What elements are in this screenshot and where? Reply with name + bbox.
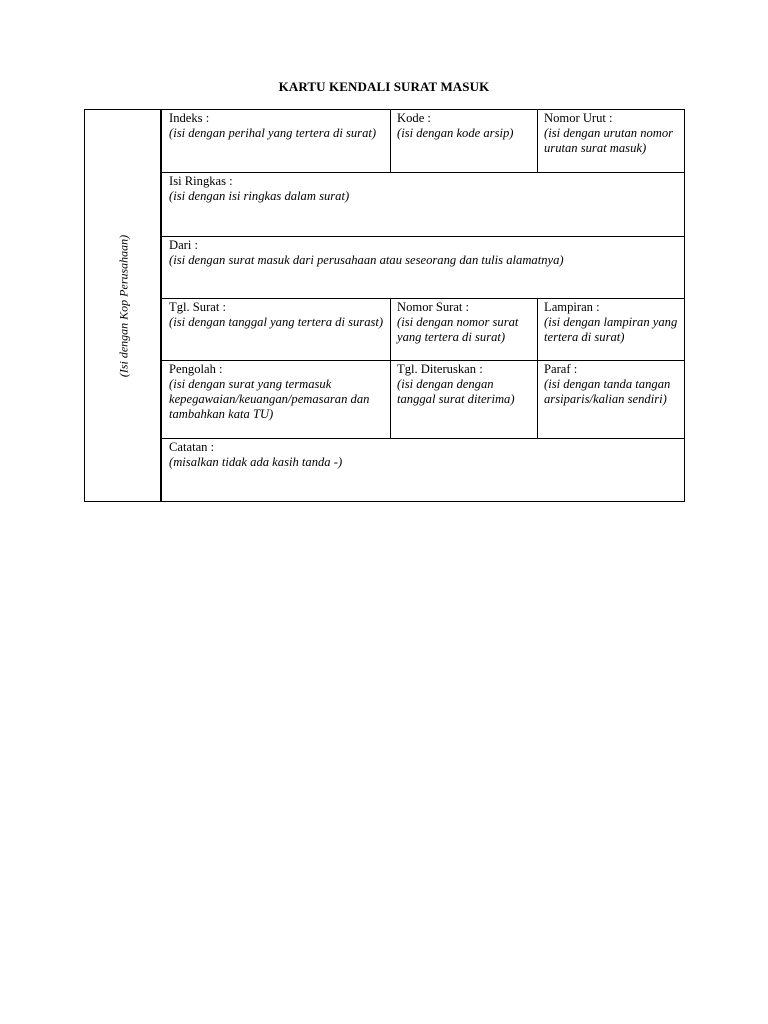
- field-description: (isi dengan kode arsip): [397, 126, 514, 140]
- field-label: Isi Ringkas :: [169, 174, 233, 188]
- field-description: (isi dengan surat masuk dari perusahaan atau seseorang dan tulis alamatnya): [169, 253, 564, 267]
- field-description: (isi dengan isi ringkas dalam surat): [169, 189, 350, 203]
- field-catatan: [162, 439, 684, 501]
- field-dari: [162, 237, 684, 298]
- field-indeks: [162, 110, 390, 172]
- field-label: Dari :: [169, 238, 199, 252]
- letterhead-column: [85, 110, 162, 501]
- field-description: (isi dengan dengan tanggal surat diterima): [397, 377, 515, 406]
- field-description: (isi dengan perihal yang tertera di surat): [169, 126, 377, 140]
- field-label: Tgl. Diteruskan :: [397, 362, 483, 376]
- field-tgl-surat: [162, 299, 390, 360]
- field-label: Paraf :: [544, 362, 578, 376]
- field-description: (isi dengan tanda tangan arsiparis/kalian sendiri): [544, 377, 671, 406]
- field-label: Pengolah :: [169, 362, 223, 376]
- field-isi-ringkas: [162, 173, 684, 236]
- field-label: Indeks :: [169, 111, 210, 125]
- field-nomor-surat: [390, 299, 537, 360]
- field-description: (isi dengan surat yang termasuk kepegawaian/keuangan/pemasaran dan tambahkan kata TU): [169, 377, 370, 421]
- field-label: Lampiran :: [544, 300, 600, 314]
- field-description: (isi dengan urutan nomor urutan surat masuk): [544, 126, 674, 155]
- field-label: Tgl. Surat :: [169, 300, 227, 314]
- field-description: (misalkan tidak ada kasih tanda -): [169, 455, 343, 469]
- field-label: Kode :: [397, 111, 431, 125]
- field-pengolah: [162, 361, 390, 438]
- field-label: Catatan :: [169, 440, 215, 454]
- field-kode: [390, 110, 537, 172]
- field-paraf: [537, 361, 684, 438]
- field-lampiran: [537, 299, 684, 360]
- letterhead-placeholder: (Isi dengan Kop Perusahaan): [116, 234, 131, 378]
- field-description: (isi dengan lampiran yang tertera di surat): [544, 315, 678, 344]
- field-tgl-diteruskan: [390, 361, 537, 438]
- incoming-letter-control-card: [84, 109, 685, 502]
- field-nomor-urut: [537, 110, 684, 172]
- field-label: Nomor Urut :: [544, 111, 613, 125]
- card-title: KARTU KENDALI SURAT MASUK: [278, 79, 490, 94]
- field-description: (isi dengan tanggal yang tertera di surast): [169, 315, 384, 329]
- field-label: Nomor Surat :: [397, 300, 470, 314]
- field-description: (isi dengan nomor surat yang tertera di surat): [397, 315, 519, 344]
